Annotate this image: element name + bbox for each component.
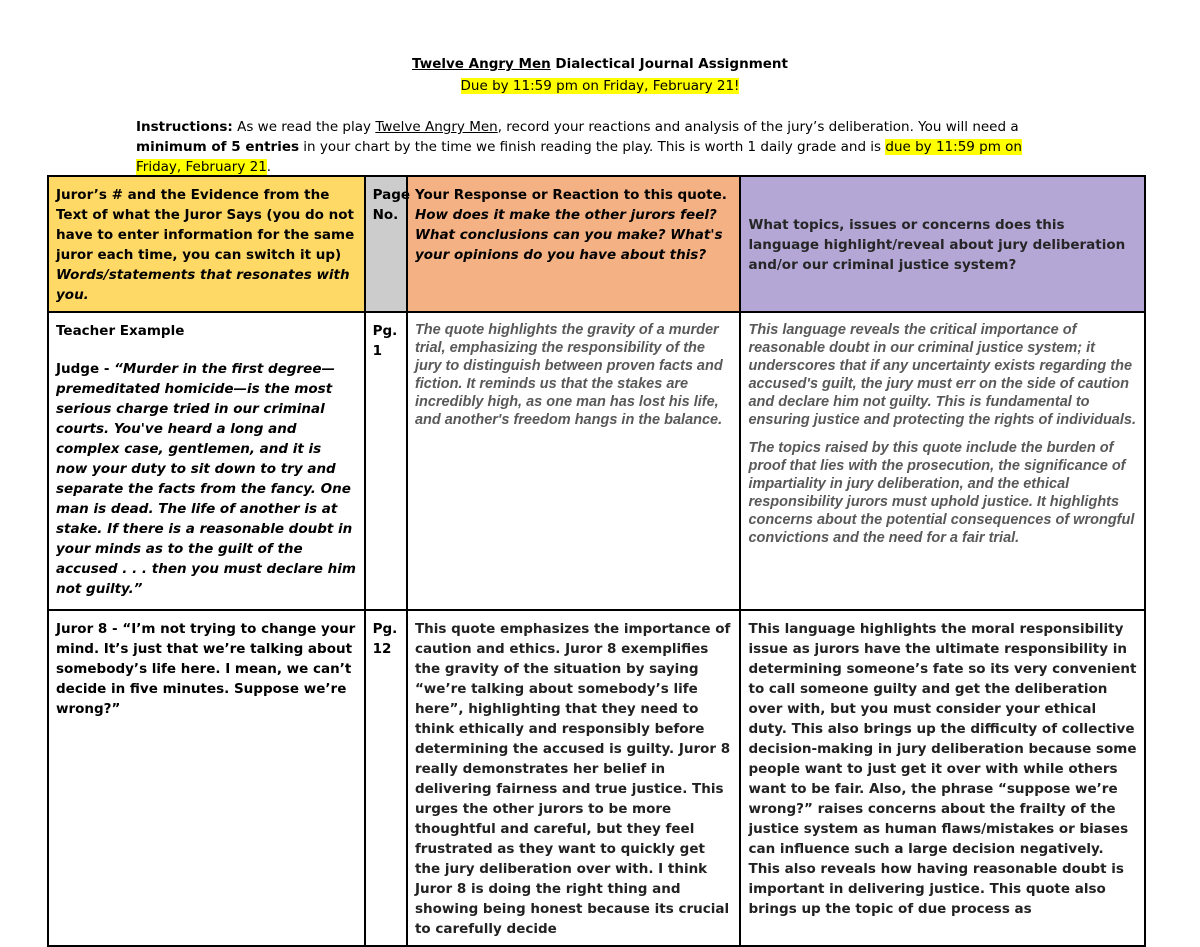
response-cell <box>407 312 741 610</box>
header-topics <box>740 176 1145 312</box>
instructions-text: . <box>266 159 272 175</box>
instructions-text: As we read the play <box>232 119 376 135</box>
due-date-line <box>0 78 1200 94</box>
instructions-label: Instructions: <box>136 119 233 135</box>
topics-cell <box>740 312 1145 610</box>
instructions-play-title: Twelve Angry Men <box>375 119 498 135</box>
header-response-subtext: How does it make the other jurors feel? What conclusions can you make? What's your opinions do you have about this? <box>414 207 723 263</box>
header-response <box>407 176 741 312</box>
response-cell: This quote emphasizes the importance of caution and ethics. Juror 8 exemplifies the gravity of the situation by saying “we’re talking about somebody’s life here”, highlighting that they need to think ethically and responsibly before determining the accused is guilty. Juror 8 really demonstrates her belief in delivering fairness and true justice. This urges the other jurors to be more thoughtful and careful, but they feel frustrated as they want to quickly get the jury deliberation over with. I think Juror 8 is doing the right thing and showing being honest because its crucial to carefully decide <box>407 610 741 946</box>
title-rest: Dialectical Journal Assignment <box>550 56 788 72</box>
journal-table <box>47 175 1146 947</box>
teacher-example-label: Teacher Example <box>56 323 185 339</box>
table-row <box>48 610 1145 946</box>
page-number-cell: Pg. 1 <box>365 312 407 610</box>
header-response-text: Your Response or Reaction to this quote. <box>414 187 727 203</box>
instructions-paragraph <box>136 117 1066 177</box>
topics-text: The topics raised by this quote include the burden of proof that lies with the prosecution, the significance of impartiality in jury deliberation, and the ethical responsibility jurors must uphold justice. It highlights concerns about the potential consequences of wrongful convictions and the need for a fair trial. <box>748 440 1135 546</box>
quote-speaker: Judge - <box>56 361 115 377</box>
instructions-text: , record your reactions and analysis of the jury’s deliberation. You will need a <box>497 119 1019 135</box>
header-juror-evidence-text: Juror’s # and the Evidence from the Text of what the Juror Says (you do not have to enter information for the same juror each time, you can switch it up) <box>56 187 355 263</box>
header-page-no-text: Page No. <box>372 187 411 223</box>
quote-text: “Murder in the first degree—premeditated homicide—is the most serious charge tried in our criminal courts. You've heard a long and complex case, gentlemen, and it is now your duty to sit down to try and separate the facts from the fancy. One man is dead. The life of another is at stake. If there is a reasonable doubt in your minds as to the guilt of the accused . . . then you must declare him not guilty.” <box>56 361 356 597</box>
instructions-minimum: minimum of 5 entries <box>136 139 300 155</box>
title-play-name: Twelve Angry Men <box>412 56 551 72</box>
juror-evidence-cell: Juror 8 - “I’m not trying to change your mind. It’s just that we’re talking about somebody’s life here. I mean, we can’t decide in five minutes. Suppose we’re wrong?” <box>48 610 365 946</box>
page-number-cell: Pg. 12 <box>365 610 407 946</box>
response-text: The quote highlights the gravity of a murder trial, emphasizing the responsibility of the jury to distinguish between proven facts and fiction. It reminds us that the stakes are incredibly high, as one man has lost his life, and another's freedom hangs in the balance. <box>414 322 723 428</box>
header-juror-evidence <box>48 176 365 312</box>
juror-evidence-cell <box>48 312 365 610</box>
instructions-text: in your chart by the time we finish reading the play. This is worth 1 daily grade and is <box>299 139 886 155</box>
topics-text: This language reveals the critical importance of reasonable doubt in our criminal justice system; it underscores that if any uncertainty exists regarding the accused's guilt, the jury must err on the side of caution and declare him not guilty. This is fundamental to ensuring justice and protecting the rights of individuals. <box>748 322 1136 428</box>
page-title <box>0 56 1200 72</box>
instructions-due-highlight: due by 11:59 pm on Friday, February 21 <box>136 139 1022 175</box>
table-header-row <box>48 176 1145 312</box>
topics-cell: This language highlights the moral responsibility issue as jurors have the ultimate responsibility in determining someone’s fate so its very convenient to call someone guilty and get the deliberation over with, but you must consider your ethical duty. This also brings up the difficulty of collective decision-making in jury deliberation because some people want to just get it over with while others want to be fair. Also, the phrase “suppose we’re wrong?” raises concerns about the frailty of the justice system as human flaws/mistakes or biases can influence such a large decision negatively. This also reveals how having reasonable doubt is important in delivering justice. This quote also brings up the topic of due process as <box>740 610 1145 946</box>
judge-quote <box>56 359 357 599</box>
header-topics-text: What topics, issues or concerns does this language highlight/reveal about jury deliberation and/or our criminal justice system? <box>748 217 1126 273</box>
table-row <box>48 312 1145 610</box>
due-date-highlight: Due by 11:59 pm on Friday, February 21! <box>460 78 740 94</box>
header-juror-evidence-subtext: Words/statements that resonates with you. <box>56 267 350 303</box>
header-page-no <box>365 176 411 312</box>
